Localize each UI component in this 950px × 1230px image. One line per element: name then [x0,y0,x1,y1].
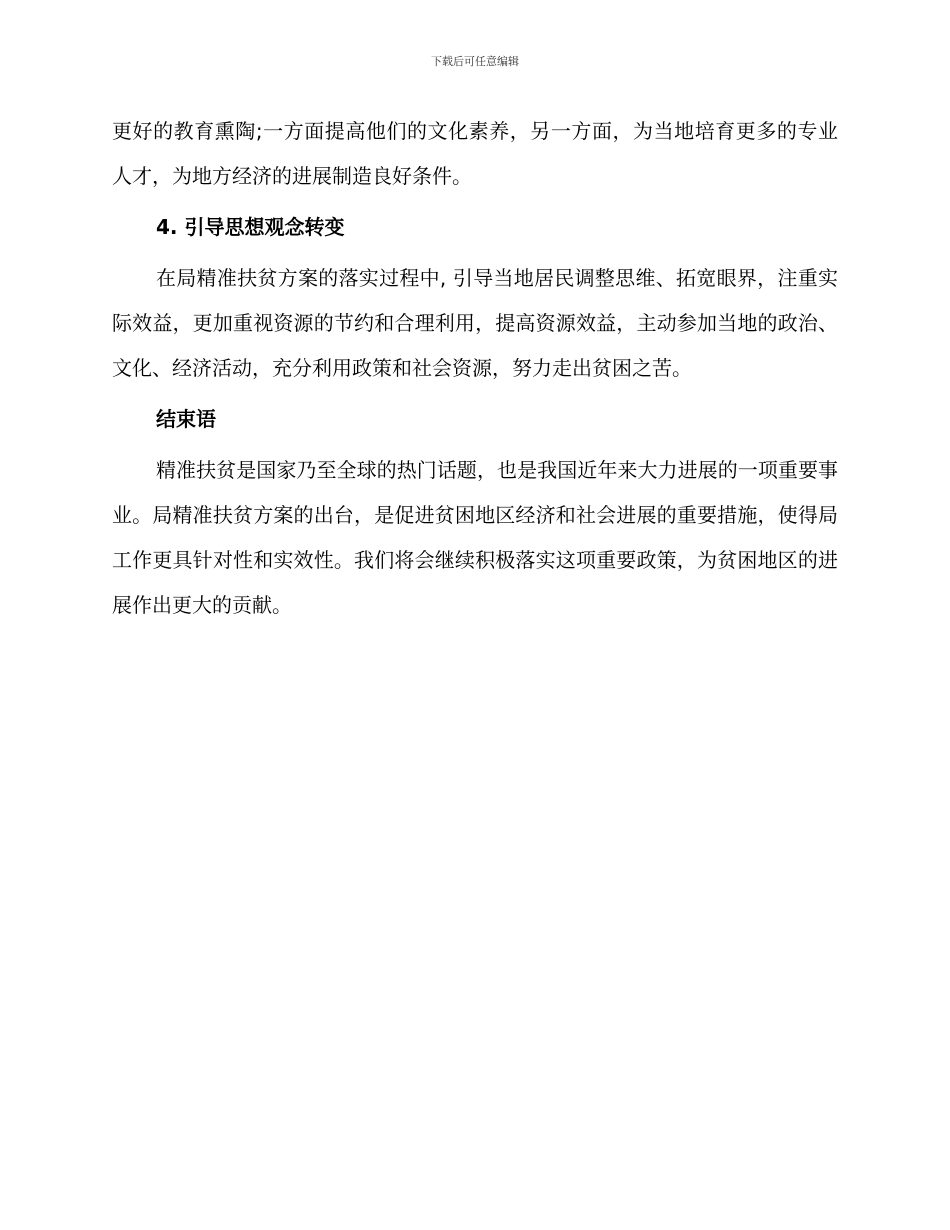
document-body [112,109,838,634]
section-4-heading: 4. 引导思想观念转变 [156,215,345,239]
page-header: 下载后可任意编辑 [431,55,519,68]
conclusion-paragraph: 精准扶贫是国家乃至全球的热门话题，也是我国近年来大力进展的一项重要事业。局精准扶贫方案的出台，是促进贫困地区经济和社会进展的重要措施，使得局工作更具针对性和实效性。我们将会继续积极落实这项重要政策，为贫困地区的进展作出更大的贡献。 [112,458,838,617]
section-4-paragraph: 在局精准扶贫方案的落实过程中, 引导当地居民调整思维、拓宽眼界，注重实际效益，更加重视资源的节约和合理利用，提高资源效益，主动参加当地的政治、文化、经济活动，充分利用政策和社会资源，努力走出贫困之苦。 [112,266,838,380]
paragraph-continued: 更好的教育熏陶;一方面提高他们的文化素养，另一方面，为当地培育更多的专业人才，为地方经济的进展制造良好条件。 [112,119,838,188]
conclusion-heading: 结束语 [156,407,216,431]
